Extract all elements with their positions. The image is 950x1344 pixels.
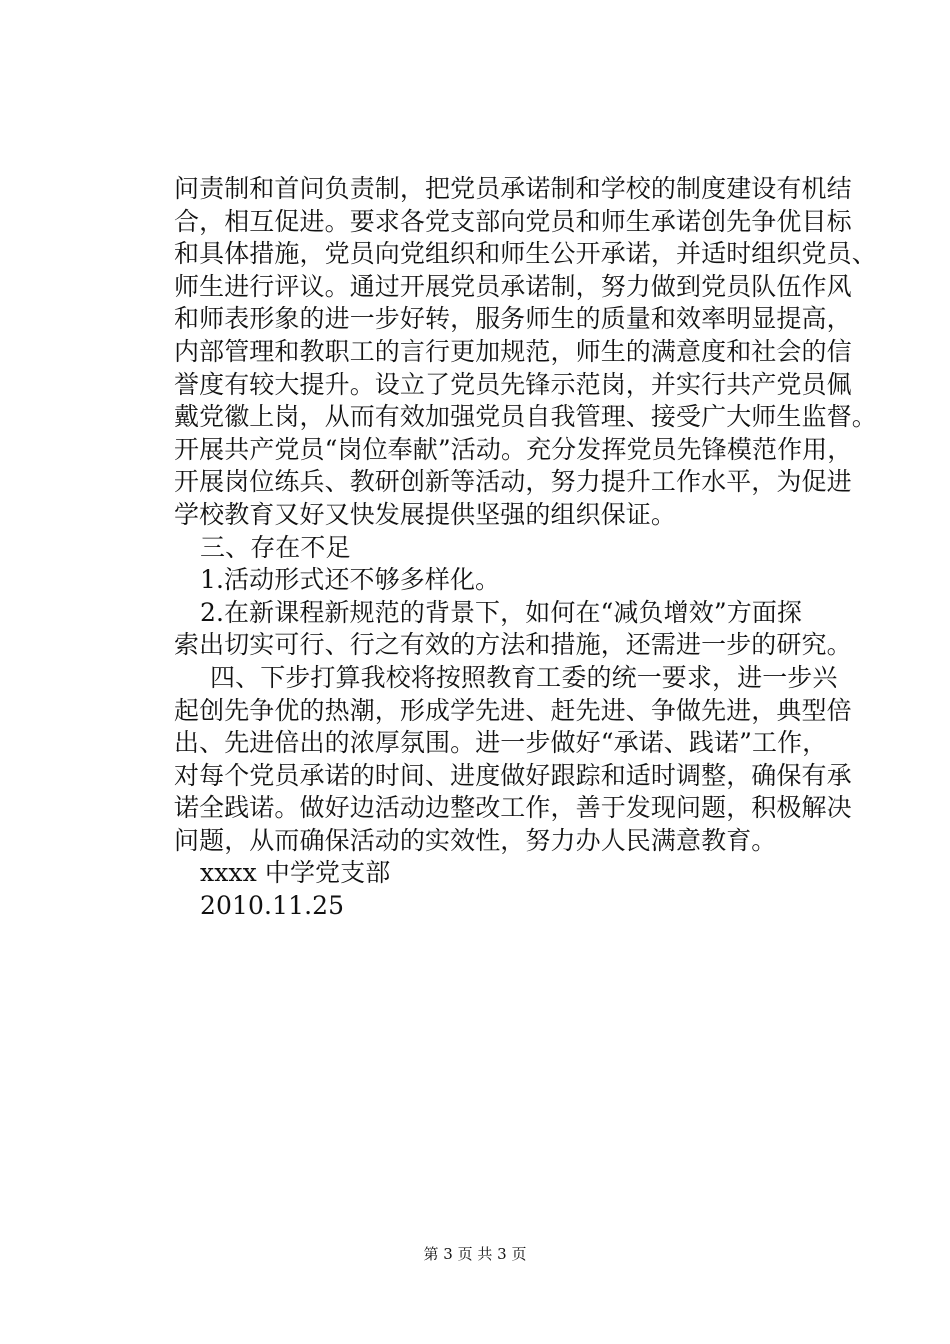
page-number-footer: 第 3 页 共 3 页 <box>423 1245 527 1263</box>
body-line-8: 戴党徽上岗，从而有效加强党员自我管理、接受广大师生监督。 <box>174 402 877 432</box>
list-item-2: 2.在新课程新规范的背景下，如何在“减负增效”方面探 <box>200 597 803 627</box>
body-line-7: 誉度有较大提升。设立了党员先锋示范岗，并实行共产党员佩 <box>174 369 852 399</box>
signature-organization: xxxx 中学党支部 <box>200 858 391 888</box>
body-line-19: 对每个党员承诺的时间、进度做好跟踪和适时调整，确保有承 <box>174 760 852 790</box>
body-line-3: 和具体措施，党员向党组织和师生公开承诺，并适时组织党员、 <box>174 239 877 269</box>
document-body <box>174 173 877 923</box>
body-line-2: 合，相互促进。要求各党支部向党员和师生承诺创先争优目标 <box>174 206 852 236</box>
body-line-4: 师生进行评议。通过开展党员承诺制，努力做到党员队伍作风 <box>174 271 852 301</box>
list-item-2-continued: 索出切实可行、行之有效的方法和措施，还需进一步的研究。 <box>174 630 852 660</box>
body-line-5: 和师表形象的进一步好转，服务师生的质量和效率明显提高， <box>174 304 852 334</box>
body-line-10: 开展岗位练兵、教研创新等活动，努力提升工作水平，为促进 <box>174 467 852 497</box>
body-line-1: 问责制和首问负责制，把党员承诺制和学校的制度建设有机结 <box>174 174 852 203</box>
body-line-18: 出、先进倍出的浓厚氛围。进一步做好“承诺、践诺”工作， <box>174 728 828 758</box>
body-line-11: 学校教育又好又快发展提供坚强的组织保证。 <box>174 499 677 529</box>
list-item-1: 1.活动形式还不够多样化。 <box>200 565 501 595</box>
section-heading-next-steps: 四、下步打算我校将按照教育工委的统一要求，进一步兴 <box>210 662 838 692</box>
signature-date: 2010.11.25 <box>200 891 345 921</box>
body-line-9: 开展共产党员“岗位奉献”活动。充分发挥党员先锋模范作用， <box>174 434 853 464</box>
body-line-6: 内部管理和教职工的言行更加规范，师生的满意度和社会的信 <box>174 336 852 366</box>
body-line-20: 诺全践诺。做好边活动边整改工作，善于发现问题，积极解决 <box>174 793 852 823</box>
body-line-21: 问题，从而确保活动的实效性，努力办人民满意教育。 <box>174 825 777 855</box>
section-heading-shortcomings: 三、存在不足 <box>200 532 351 562</box>
body-line-17: 起创先争优的热潮，形成学先进、赶先进、争做先进，典型倍 <box>174 695 852 725</box>
